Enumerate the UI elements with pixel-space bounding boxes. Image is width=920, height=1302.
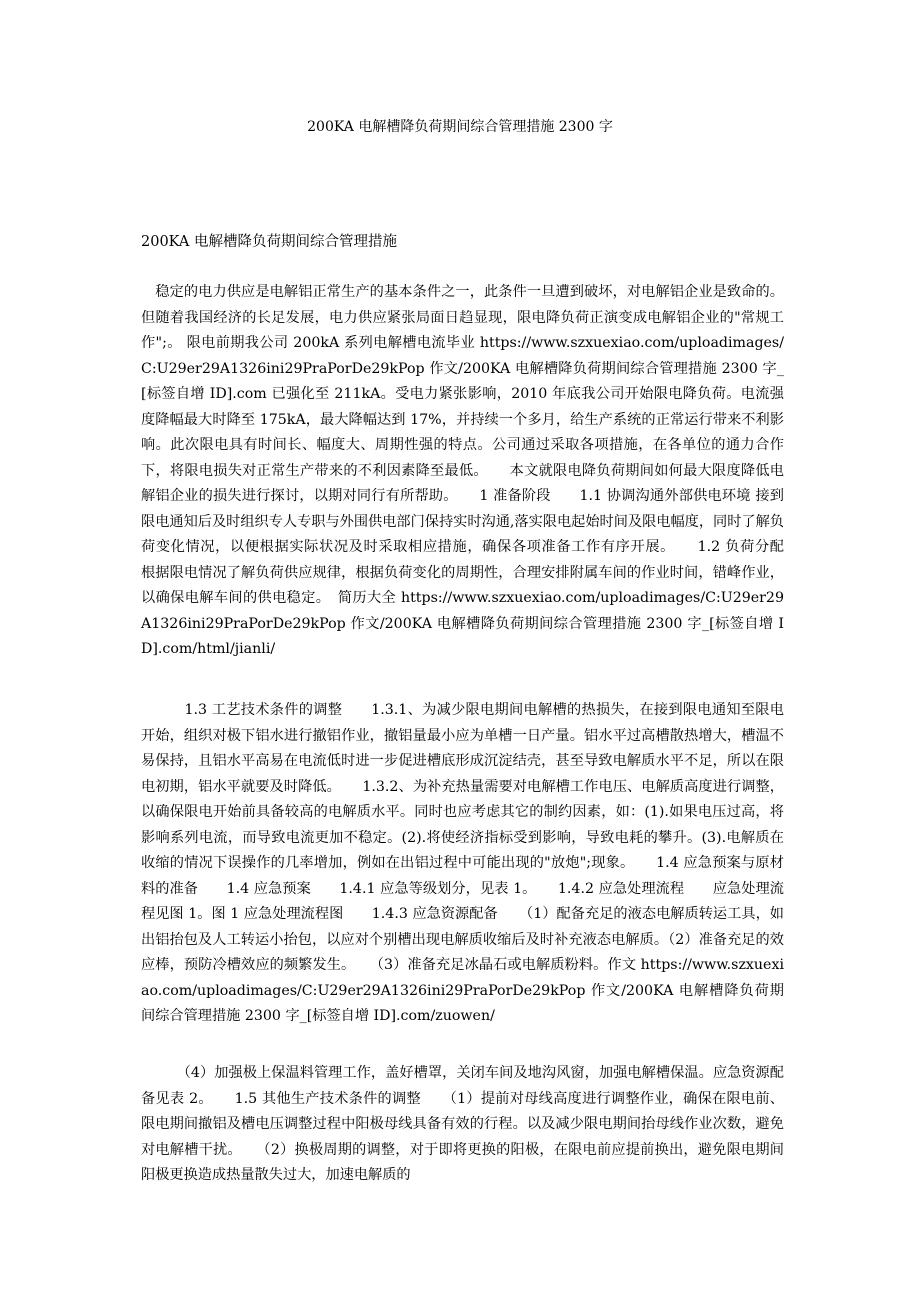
document-title: 200KA 电解槽降负荷期间综合管理措施 2300 字 xyxy=(307,119,613,135)
section-heading: 200KA 电解槽降负荷期间综合管理措施 xyxy=(141,234,398,250)
body-paragraph-1: 稳定的电力供应是电解铝正常生产的基本条件之一，此条件一旦遭到破坏，对电解铝企业是致命的。但随着我国经济的长足发展，电力供应紧张局面日趋显现，限电降负荷正演变成电解铝企业的"常规工作";。 限电前期我公司 200kA 系列电解槽电流毕业 https://www.szxuexiao.com/uploadimages/C:U29er29A1326ini29PraPorDe29kPop 作文/200KA 电解槽降负荷期间综合管理措施 2300 字_[标签自增 ID].com 已强化至 211kA。受电力紧张影响，2010 年底我公司开始限电降负荷。电流强度降幅最大时降至 175kA，最大降幅达到 17%，并持续一个多月，给生产系统的正常运行带来不利影响。此次限电具有时间长、幅度大、周期性强的特点。公司通过采取各项措施，在各单位的通力合作下，将限电损失对正常生产带来的不利因素降至最低。 本文就限电降负荷期间如何最大限度降低电解铝企业的损失进行探讨，以期对同行有所帮助。 1 准备阶段 1.1 协调沟通外部供电环境 接到限电通知后及时组织专人专职与外围供电部门保持实时沟通,落实限电起始时间及限电幅度，同时了解负荷变化情况，以便根据实际状况及时采取相应措施，确保各项准备工作有序开展。 1.2 负荷分配 根据限电情况了解负荷供应规律，根据负荷变化的周期性，合理安排附属车间的作业时间，错峰作业，以确保电解车间的供电稳定。 简历大全 https://www.szxuexiao.com/uploadimages/C:U29er29A1326ini29PraPorDe29kPop 作文/200KA 电解槽降负荷期间综合管理措施 2300 字_[标签自增 ID].com/html/jianli/ xyxy=(141,284,813,657)
body-paragraph-3: （4）加强极上保温料管理工作，盖好槽罩，关闭车间及地沟风窗，加强电解槽保温。应急资源配备见表 2。 1.5 其他生产技术条件的调整 （1）提前对母线高度进行调整作业，确保在限电前、限电期间撤铝及槽电压调整过程中阳极母线具备有效的行程。以及减少限电期间抬母线作业次数，避免对电解槽干扰。 （2）换极周期的调整，对于即将更换的阳极，在限电前应提前换出，避免限电期间阳极更换造成热量散失过大，加速电解质的 xyxy=(141,1065,784,1183)
body-paragraph-2: 1.3 工艺技术条件的调整 1.3.1、为减少限电期间电解槽的热损失，在接到限电通知至限电开始，组织对极下铝水进行撤铝作业，撤铝量最小应为单槽一日产量。铝水平过高槽散热增大，槽温不易保持，且铝水平高易在电流低时进一步促进槽底形成沉淀结壳，甚至导致电解质水平不足，所以在限电初期，铝水平就要及时降低。 1.3.2、为补充热量需要对电解槽工作电压、电解质高度进行调整，以确保限电开始前具备较高的电解质水平。同时也应考虑其它的制约因素，如：(1).如果电压过高，将影响系列电流，而导致电流更加不稳定。(2).将使经济指标受到影响，导致电耗的攀升。(3).电解质在收缩的情况下误操作的几率增加，例如在出铝过程中可能出现的"放炮";现象。 1.4 应急预案与原材料的准备 1.4 应急预案 1.4.1 应急等级划分，见表 1。 1.4.2 应急处理流程 应急处理流程见图 1。图 1 应急处理流程图 1.4.3 应急资源配备 （1）配备充足的液态电解质转运工具，如出铝抬包及人工转运小抬包，以应对个别槽出现电解质收缩后及时补充液态电解质。（2）准备充足的效应棒，预防冷槽效应的频繁发生。 （3）准备充足冰晶石或电解质粉料。作文 https://www.szxuexiao.com/uploadimages/C:U29er29A1326ini29PraPorDe29kPop 作文/200KA 电解槽降负荷期间综合管理措施 2300 字_[标签自增 ID].com/zuowen/ xyxy=(141,702,784,1024)
